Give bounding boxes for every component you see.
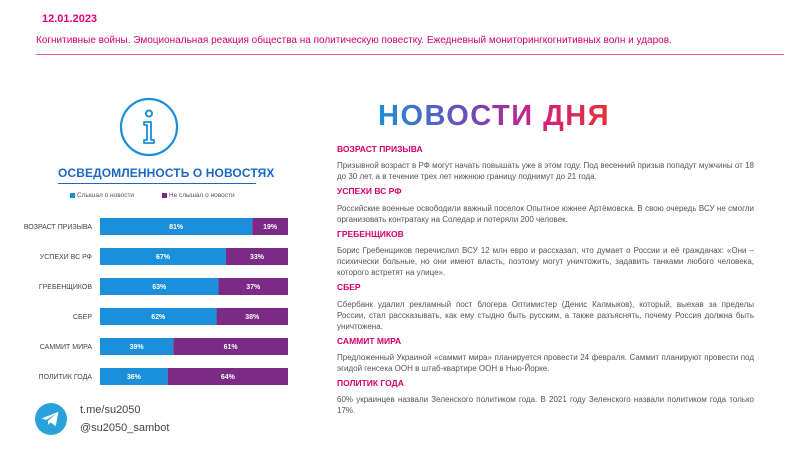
news-item-peace-summit: [337, 337, 754, 374]
news-title: ГРЕБЕНЩИКОВ: [337, 228, 404, 239]
news-item-grebenshchikov: [337, 230, 754, 278]
news-title: СБЕР: [337, 282, 361, 293]
news-text: Призывной возраст в РФ могут начать повышать уже в этом году. Под весенний призыв попадут мужчины от 18 до 30 лет, а в течение трех лет нижнюю границу поднимут до 21 года.: [337, 161, 754, 182]
news-title: ВОЗРАСТ ПРИЗЫВА: [337, 144, 423, 154]
telegram-icon[interactable]: [34, 402, 68, 436]
report-date: 12.01.2023: [42, 13, 98, 25]
category-label: СБЕР: [73, 314, 92, 321]
bar-value-label: 38%: [245, 314, 260, 321]
legend-item-not-heard: [162, 192, 235, 199]
chart-title: ОСВЕДОМЛЕННОСТЬ О НОВОСТЯХ: [58, 166, 275, 180]
legend-label-heard: Слышал о новости: [77, 192, 135, 199]
telegram-bot-handle[interactable]: @su2050_sambot: [80, 422, 170, 434]
legend-swatch-heard: [70, 193, 75, 198]
news-text: Борис Гребенщиков перечислил ВСУ 12 млн евро и рассказал, что думает о России и её гражданах: «Они – психически больные, но они имеют власть, поэтому могут уничтожить, задавить танками любого человека, которого встретят на улице».: [337, 246, 754, 278]
news-title: УСПЕХИ ВС РФ: [337, 186, 402, 197]
bar-value-label: 37%: [246, 284, 261, 291]
bar-value-label: 81%: [169, 224, 184, 231]
category-label: ВОЗРАСТ ПРИЗЫВА: [23, 224, 92, 231]
bar-value-label: 36%: [126, 374, 141, 381]
telegram-link[interactable]: t.me/su2050: [80, 404, 141, 416]
awareness-bar-chart: [0, 205, 310, 385]
news-item-conscription-age: [337, 145, 754, 182]
news-text: 60% украинцев назвали Зеленского политиком года. В 2021 году Зеленского назвали политиком года только 17%.: [337, 395, 754, 416]
bar-value-label: 63%: [152, 284, 167, 291]
news-text: Российские военные освободили важный поселок Опытное южнее Артёмовска. В свою очередь ВСУ не смогли организовать контратаку на Соледар и потеряли 200 человек.: [337, 203, 754, 224]
info-icon: [118, 96, 180, 158]
category-label: САММИТ МИРА: [39, 344, 92, 351]
category-label: ГРЕБЕНЩИКОВ: [38, 284, 92, 291]
news-item-politician-of-year: [337, 379, 754, 416]
news-list: [337, 145, 754, 422]
header-divider: [36, 54, 784, 55]
bar-value-label: 33%: [249, 254, 264, 261]
news-heading: НОВОСТИ ДНЯ: [378, 100, 611, 132]
news-title: ПОЛИТИК ГОДА: [337, 378, 404, 389]
report-subtitle: Когнитивные войны. Эмоциональная реакция общества на политическую повестку. Ежедневный мониторингкогнитивных волн и ударов.: [36, 35, 672, 46]
legend-label-not-heard: Не слышал о новости: [168, 192, 235, 199]
news-text: Сбербанк удалил рекламный пост блогера Оптимистер (Денис Калмыков), который, выехав за пределы России, стал рассказывать, как ему стыдно быть русским, а также разъяснять, почему Россия должна быть уничтожена.: [337, 299, 754, 331]
bar-value-label: 61%: [223, 344, 238, 351]
category-label: ПОЛИТИК ГОДА: [38, 374, 92, 381]
bar-value-label: 64%: [220, 374, 235, 381]
category-label: УСПЕХИ ВС РФ: [39, 254, 92, 261]
legend-swatch-not-heard: [162, 193, 167, 198]
news-text: Предложенный Украиной «саммит мира» планируется провести 24 февраля. Саммит планируют провести под эгидой генсека ООН в штаб-квартире ООН в Нью-Йорке.: [337, 353, 754, 374]
chart-legend: [70, 192, 261, 199]
bar-value-label: 19%: [263, 224, 278, 231]
bar-value-label: 67%: [155, 254, 170, 261]
bar-value-label: 39%: [129, 344, 144, 351]
chart-title-underline: [58, 183, 256, 184]
news-item-sber: [337, 283, 754, 331]
legend-item-heard: [70, 192, 136, 199]
news-title: САММИТ МИРА: [337, 335, 402, 346]
news-item-military-success: [337, 187, 754, 224]
bar-value-label: 62%: [151, 314, 166, 321]
